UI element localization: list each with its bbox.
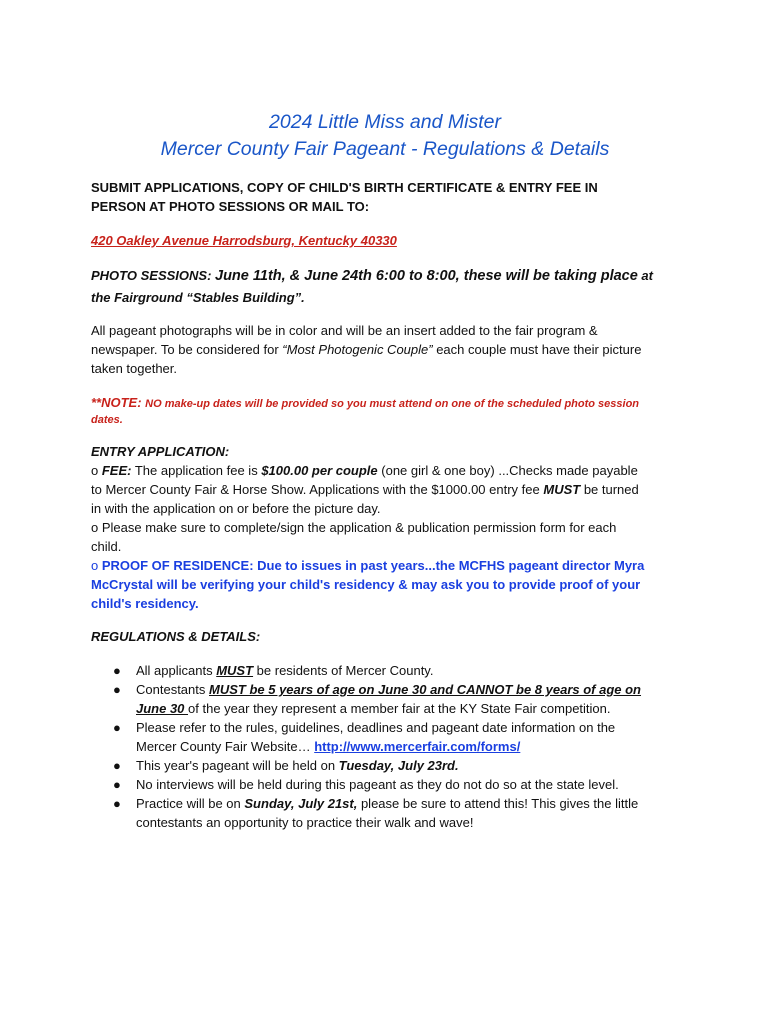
photo-sessions-location: the Fairground “Stables Building”. bbox=[91, 290, 305, 305]
note-line1 bbox=[91, 393, 639, 414]
reg-text-cont: please be sure to attend this! This gives the little bbox=[357, 796, 639, 811]
reg-text: This year's pageant will be held on bbox=[136, 758, 339, 773]
note-text: NO make-up dates will be provided so you must attend on one of the scheduled photo session bbox=[145, 398, 640, 410]
proof-line2: McCrystal will be verifying your child's residency & may ask you to provide proof of your bbox=[91, 577, 641, 592]
reg-text: Contestants bbox=[136, 682, 209, 697]
practice-date: Sunday, July 21st, bbox=[244, 796, 358, 811]
fee-label: FEE: bbox=[101, 463, 132, 478]
fee-text: The application fee is bbox=[131, 463, 262, 478]
photo-sessions-line1 bbox=[91, 266, 653, 286]
mercer-fair-forms-link[interactable]: http://www.mercerfair.com/forms/ bbox=[314, 739, 521, 754]
reg-age-rule: MUST be 5 years of age on June 30 and CANNOT be 8 years of age on bbox=[209, 682, 642, 697]
reg-text: All applicants bbox=[136, 663, 217, 678]
photogenic-award: “Most Photogenic Couple” bbox=[282, 342, 433, 357]
bullet-icon: ● bbox=[113, 777, 121, 792]
reg-item-residency bbox=[136, 661, 433, 680]
entry-heading: ENTRY APPLICATION: bbox=[91, 444, 230, 459]
fee-text-cont: (one girl & one boy) ...Checks made payable bbox=[377, 463, 638, 478]
regulations-heading: REGULATIONS & DETAILS: bbox=[91, 629, 261, 644]
reg-text-cont: of the year they represent a member fair at the KY State Fair competition. bbox=[188, 701, 611, 716]
reg-item-pageant-date bbox=[136, 756, 459, 775]
proof-marker: o bbox=[91, 558, 102, 573]
photo-sessions-at: at bbox=[637, 268, 653, 283]
reg-text: Mercer County Fair Website… bbox=[136, 739, 315, 754]
bullet-icon: ● bbox=[113, 796, 121, 811]
intro-line2 bbox=[91, 340, 641, 359]
reg-age-date: June 30 bbox=[136, 701, 189, 716]
reg-item-age bbox=[136, 680, 641, 699]
proof-text: PROOF OF RESIDENCE: Due to issues in past years...the MCFHS pageant director Myra bbox=[101, 558, 645, 573]
photo-sessions-dates: June 11th, & June 24th 6:00 to 8:00, these will be taking place bbox=[215, 268, 638, 284]
reg-item-practice-line2: contestants an opportunity to practice their walk and wave! bbox=[136, 815, 474, 830]
page-subtitle: Mercer County Fair Pageant - Regulations & Details bbox=[160, 138, 610, 160]
fee-marker: o bbox=[91, 463, 102, 478]
complete-form-line1: o Please make sure to complete/sign the application & publication permission form for each bbox=[91, 520, 617, 535]
intro-text-cont: each couple must have their picture bbox=[432, 342, 642, 357]
reg-item-interviews: No interviews will be held during this pageant as they do not do so at the state level. bbox=[136, 777, 619, 792]
fee-line3: in with the application on or before the picture day. bbox=[91, 501, 381, 516]
fee-amount: $100.00 per couple bbox=[261, 463, 378, 478]
note-label: **NOTE: bbox=[91, 395, 146, 410]
reg-item-age-line2 bbox=[136, 699, 611, 718]
complete-form-line2: child. bbox=[91, 539, 122, 554]
submit-instructions-line1: SUBMIT APPLICATIONS, COPY OF CHILD'S BIRTH CERTIFICATE & ENTRY FEE IN bbox=[91, 180, 598, 195]
fee-line2-text: to Mercer County Fair & Horse Show. Applications with the $1000.00 entry fee bbox=[91, 482, 544, 497]
bullet-icon: ● bbox=[113, 758, 121, 773]
fee-line2-cont: be turned bbox=[580, 482, 639, 497]
reg-text: Practice will be on bbox=[136, 796, 245, 811]
note-line2: dates. bbox=[91, 414, 123, 426]
intro-line3: taken together. bbox=[91, 361, 178, 376]
page-title: 2024 Little Miss and Mister bbox=[269, 111, 501, 133]
reg-item-website: Please refer to the rules, guidelines, deadlines and pageant date information on the bbox=[136, 720, 616, 735]
intro-line1: All pageant photographs will be in color and will be an insert added to the fair program & bbox=[91, 323, 598, 338]
fee-line1 bbox=[91, 461, 638, 480]
pageant-date: Tuesday, July 23rd. bbox=[338, 758, 459, 773]
mailing-address: 420 Oakley Avenue Harrodsburg, Kentucky 40330 bbox=[91, 233, 397, 248]
bullet-icon: ● bbox=[113, 720, 121, 735]
proof-line1 bbox=[91, 556, 644, 575]
reg-item-practice bbox=[136, 794, 638, 813]
bullet-icon: ● bbox=[113, 682, 121, 697]
photo-sessions-label: PHOTO SESSIONS: bbox=[91, 268, 216, 283]
submit-instructions-line2: PERSON AT PHOTO SESSIONS OR MAIL TO: bbox=[91, 199, 370, 214]
intro-text: newspaper. To be considered for bbox=[91, 342, 283, 357]
fee-must: MUST bbox=[543, 482, 581, 497]
fee-line2 bbox=[91, 480, 639, 499]
reg-text-cont: be residents of Mercer County. bbox=[253, 663, 434, 678]
reg-item-website-line2 bbox=[136, 737, 520, 756]
proof-line3: child's residency. bbox=[91, 596, 199, 611]
reg-must: MUST bbox=[216, 663, 254, 678]
bullet-icon: ● bbox=[113, 663, 121, 678]
